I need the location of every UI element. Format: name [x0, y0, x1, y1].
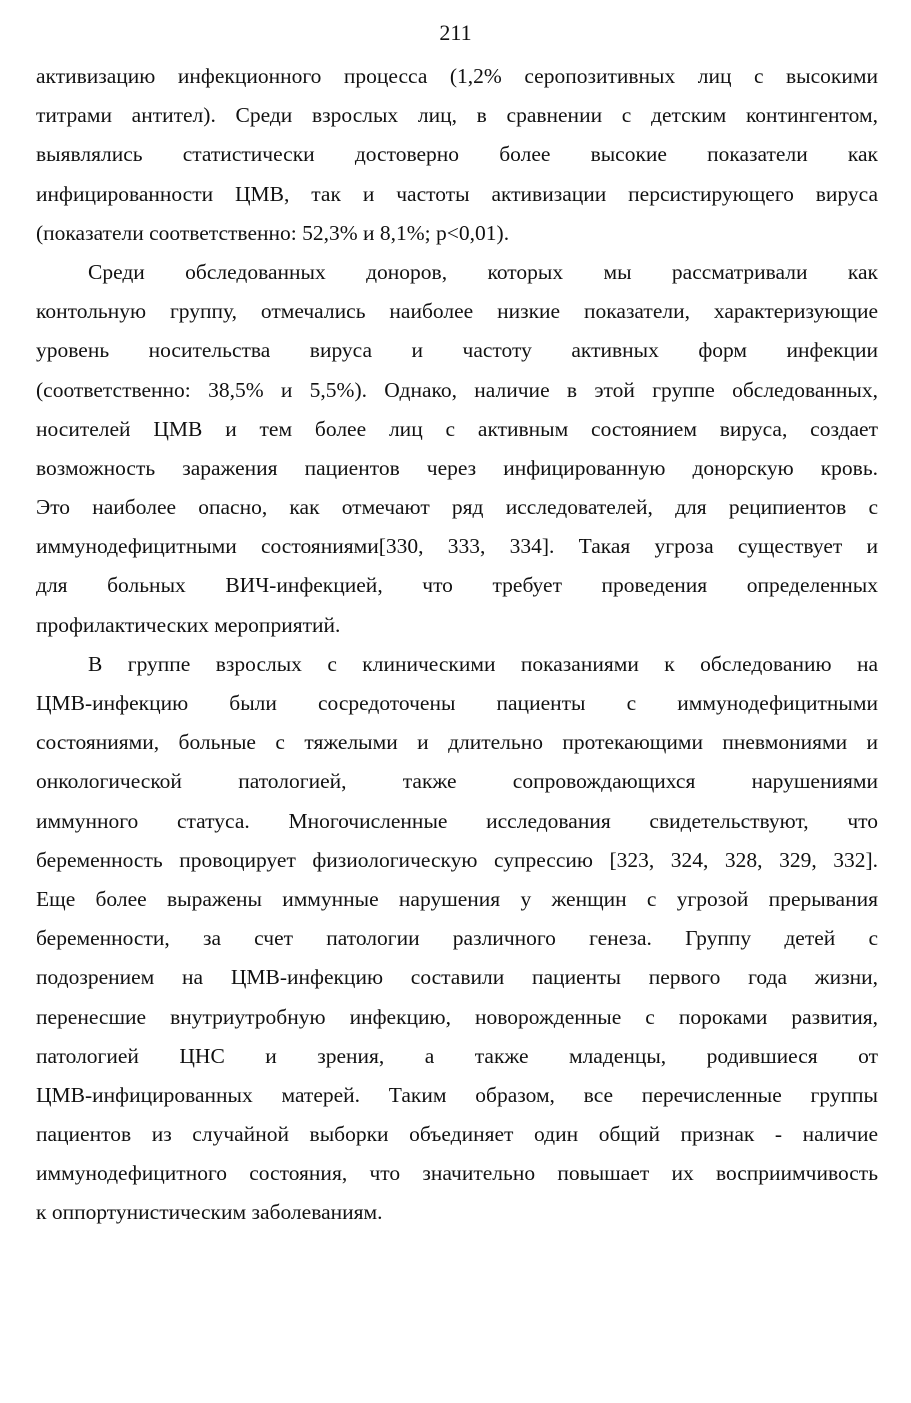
text-line: онкологической патологией, также сопровождающихся нарушениями — [36, 769, 878, 794]
text-line: титрами антител). Среди взрослых лиц, в сравнении с детским контингентом, — [36, 103, 878, 128]
text-line: носителей ЦМВ и тем более лиц с активным состоянием вируса, создает — [36, 416, 878, 441]
text-line: (соответственно: 38,5% и 5,5%). Однако, наличие в этой группе обследованных, — [36, 377, 878, 402]
body-text — [36, 57, 878, 1233]
page-number: 211 — [439, 20, 472, 45]
text-line: профилактических мероприятий. — [36, 612, 341, 637]
text-line: уровень носительства вируса и частоту активных форм инфекции — [36, 338, 878, 363]
text-line: беременность провоцирует физиологическую супрессию [323, 324, 328, 329, 332]. — [36, 847, 878, 872]
text-line: выявлялись статистически достоверно более высокие показатели как — [36, 142, 878, 167]
text-line: беременности, за счет патологии различного генеза. Группу детей с — [36, 926, 878, 951]
text-line: Это наиболее опасно, как отмечают ряд исследователей, для реципиентов с — [36, 495, 878, 520]
text-line: подозрением на ЦМВ-инфекцию составили пациенты первого года жизни, — [36, 965, 878, 990]
text-line: активизацию инфекционного процесса (1,2% серопозитивных лиц с высокими — [36, 64, 878, 88]
text-line: состояниями, больные с тяжелыми и длительно протекающими пневмониями и — [36, 730, 878, 755]
text-line: возможность заражения пациентов через инфицированную донорскую кровь. — [36, 455, 878, 480]
text-line: к оппортунистическим заболеваниям. — [36, 1200, 383, 1225]
text-line: иммунного статуса. Многочисленные исследования свидетельствуют, что — [36, 808, 878, 833]
text-line: (показатели соответственно: 52,3% и 8,1%; р<0,01). — [36, 220, 510, 245]
text-line: иммунодефицитного состояния, что значительно повышает их восприимчивость — [36, 1161, 878, 1186]
text-line: для больных ВИЧ-инфекцией, что требует проведения определенных — [36, 573, 878, 598]
text-line: пациентов из случайной выборки объединяет один общий признак - наличие — [36, 1122, 878, 1147]
text-line: ЦМВ-инфицированных матерей. Таким образом, все перечисленные группы — [36, 1082, 878, 1107]
text-line: патологией ЦНС и зрения, а также младенцы, родившиеся от — [36, 1043, 878, 1068]
text-line: инфицированности ЦМВ, так и частоты активизации персистирующего вируса — [36, 181, 878, 206]
text-line: Еще более выражены иммунные нарушения у женщин с угрозой прерывания — [36, 886, 878, 911]
paragraph-first-line: Среди обследованных доноров, которых мы рассматривали как — [88, 259, 878, 284]
text-line: перенесшие внутриутробную инфекцию, новорожденные с пороками развития, — [36, 1004, 878, 1029]
text-line: контольную группу, отмечались наиболее низкие показатели, характеризующие — [36, 299, 878, 324]
text-line: иммунодефицитными состояниями[330, 333, 334]. Такая угроза существует и — [36, 534, 878, 559]
paragraph-first-line: В группе взрослых с клиническими показаниями к обследованию на — [88, 651, 878, 676]
text-line: ЦМВ-инфекцию были сосредоточены пациенты с иммунодефицитными — [36, 691, 878, 715]
